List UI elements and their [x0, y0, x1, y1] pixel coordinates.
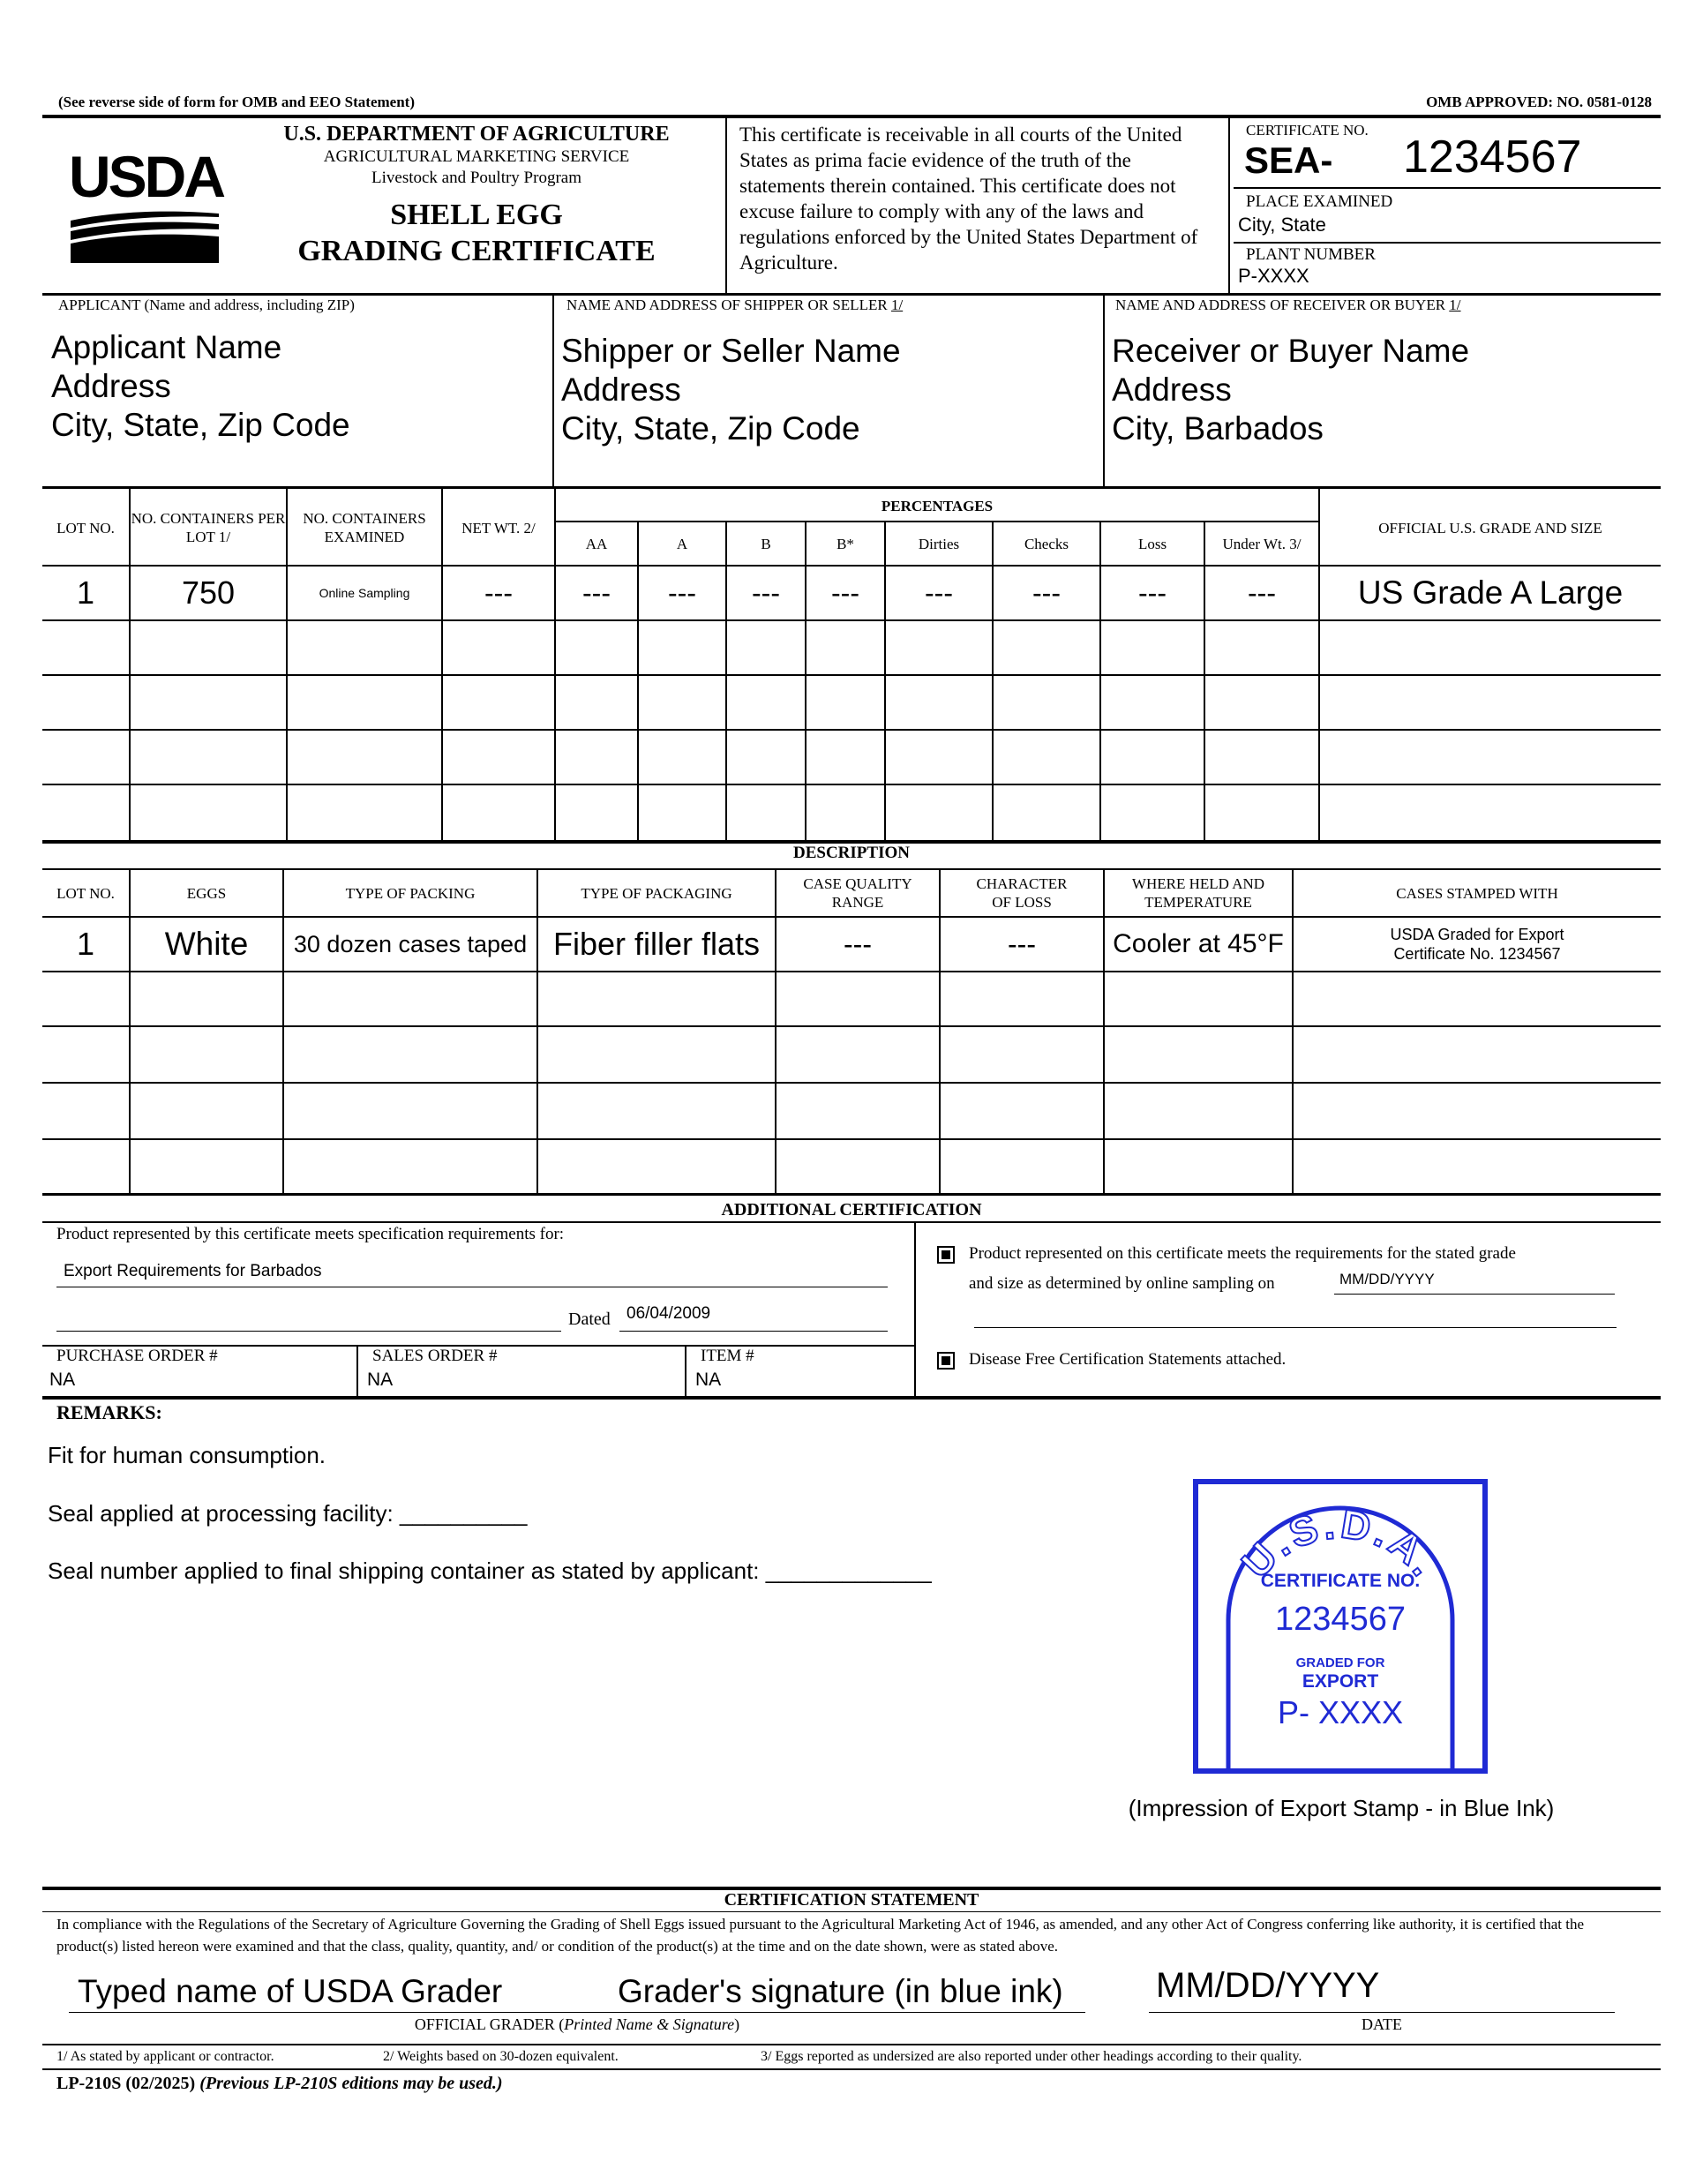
receiver-address[interactable]: Address	[1112, 372, 1232, 408]
desc-col-held: WHERE HELD AND TEMPERATURE	[1131, 875, 1265, 911]
item-label: ITEM #	[701, 1347, 754, 1365]
so-label: SALES ORDER #	[372, 1347, 498, 1365]
col-a: A	[676, 535, 688, 552]
col-containers-examined: NO. CONTAINERS EXAMINED	[303, 510, 426, 545]
certification-title: CERTIFICATION STATEMENT	[724, 1890, 979, 1910]
usda-logo-text: USDA	[69, 144, 224, 209]
plant-number-value[interactable]: P-XXXX	[1238, 265, 1309, 287]
desc-row1-stamped[interactable]	[1294, 918, 1661, 971]
po-value[interactable]: NA	[49, 1370, 76, 1390]
spec-value[interactable]: Export Requirements for Barbados	[64, 1262, 322, 1280]
export-stamp	[1193, 1479, 1488, 1774]
col-b: B	[761, 535, 771, 552]
row1-b-star[interactable]: ---	[831, 576, 859, 609]
grader-name[interactable]: Typed name of USDA Grader	[78, 1973, 503, 2009]
form-title-line2: GRADING CERTIFICATE	[297, 235, 656, 267]
receiver-block[interactable]	[1112, 332, 1469, 448]
cert-prefix: SEA-	[1244, 139, 1333, 181]
shipper-city[interactable]: City, State, Zip Code	[561, 410, 860, 447]
po-label: PURCHASE ORDER #	[56, 1347, 218, 1365]
col-under-weight: Under Wt. 3/	[1222, 535, 1302, 552]
program-name: Livestock and Poultry Program	[371, 169, 581, 187]
remarks-line1[interactable]: Fit for human consumption.	[48, 1442, 326, 1468]
desc-row1-packing[interactable]: 30 dozen cases taped	[293, 930, 528, 957]
remarks-label: REMARKS:	[56, 1401, 162, 1423]
certification-text: In compliance with the Regulations of the Secretary of Agriculture Governing the Grading of Shell Eggs issued pursuant to the Agricultural Marketing Act of 1946, as amended, and any other Act of Congress conferring like authority, it is certified that the product(s) listed hereon were examined and that the class, quality, quantity, and/ or condition of the product(s) at the time and on the date shown, were as stated above.	[56, 1916, 1585, 1955]
stamp-export: EXPORT	[1302, 1671, 1379, 1692]
stamped-line2: Certificate No. 1234567	[1393, 945, 1561, 963]
grader-signature[interactable]: Grader's signature (in blue ink)	[618, 1973, 1063, 2009]
dept-name: U.S. DEPARTMENT OF AGRICULTURE	[283, 123, 670, 146]
applicant-block[interactable]	[51, 328, 350, 445]
shipper-address[interactable]: Address	[561, 372, 681, 408]
additional-title: ADDITIONAL CERTIFICATION	[721, 1200, 982, 1220]
desc-col-character: CHARACTER OF LOSS	[976, 875, 1068, 911]
desc-col-eggs: EGGS	[186, 884, 227, 902]
stamp-graded-for: GRADED FOR	[1295, 1655, 1385, 1670]
check1-date[interactable]: MM/DD/YYYY	[1339, 1271, 1435, 1287]
row1-b[interactable]: ---	[752, 576, 780, 609]
usda-logo	[69, 144, 224, 263]
form-id: LP-210S (02/2025) (Previous LP-210S editions may be used.)	[56, 2074, 503, 2093]
place-examined-value[interactable]: City, State	[1238, 214, 1326, 236]
legal-statement: This certificate is receivable in all courts of the United States as prima facie evidence of the truth of the statements therein contained. This certificate does not excuse failure to comply with any of the laws and regulations enforced by the United States Department of Agriculture.	[739, 124, 1198, 274]
desc-row1-packaging[interactable]: Fiber filler flats	[552, 926, 761, 962]
form-title-line1: SHELL EGG	[390, 199, 563, 231]
dated-label: Dated	[568, 1310, 611, 1329]
cert-number[interactable]: 1234567	[1403, 131, 1582, 183]
item-value[interactable]: NA	[695, 1370, 722, 1390]
remarks-line3[interactable]: Seal number applied to final shipping container as stated by applicant: _____________	[48, 1557, 932, 1584]
desc-row1-eggs[interactable]: White	[164, 926, 249, 962]
check1-text-b: and size as determined by online sampling on	[969, 1274, 1275, 1293]
place-examined-label: PLACE EXAMINED	[1246, 192, 1393, 211]
col-loss: Loss	[1137, 535, 1167, 552]
check2-text: Disease Free Certification Statements attached.	[969, 1350, 1287, 1369]
desc-col-packaging: TYPE OF PACKAGING	[581, 884, 732, 902]
applicant-name[interactable]: Applicant Name	[51, 329, 282, 365]
desc-col-quality: CASE QUALITY RANGE	[803, 875, 912, 911]
row1-grade[interactable]: US Grade A Large	[1357, 574, 1624, 611]
service-name: AGRICULTURAL MARKETING SERVICE	[323, 147, 630, 166]
reverse-note: (See reverse side of form for OMB and EEO Statement)	[58, 94, 415, 110]
desc-row1-character[interactable]: ---	[1008, 927, 1036, 960]
col-aa: AA	[585, 535, 608, 552]
receiver-name[interactable]: Receiver or Buyer Name	[1112, 333, 1470, 369]
row1-examined[interactable]: Online Sampling	[319, 586, 410, 600]
omb-number: OMB APPROVED: NO. 0581-0128	[1426, 94, 1652, 110]
online-sampling-checkbox[interactable]	[937, 1246, 955, 1264]
desc-row1-quality[interactable]: ---	[844, 927, 872, 960]
row1-checks[interactable]: ---	[1032, 576, 1061, 609]
applicant-city[interactable]: City, State, Zip Code	[51, 407, 350, 443]
row1-loss[interactable]: ---	[1138, 576, 1167, 609]
desc-row1-lot[interactable]: 1	[76, 926, 95, 962]
dated-value[interactable]: 06/04/2009	[626, 1304, 711, 1323]
desc-col-stamped: CASES STAMPED WITH	[1396, 884, 1558, 902]
applicant-label: APPLICANT (Name and address, including ZIP)	[58, 296, 355, 313]
stamp-cert-label: CERTIFICATE NO.	[1260, 1571, 1421, 1591]
col-lot-no: LOT NO.	[56, 519, 115, 537]
date-label: DATE	[1362, 2015, 1402, 2033]
col-percentages: PERCENTAGES	[881, 497, 994, 514]
stamp-caption: (Impression of Export Stamp - in Blue Ink)	[1128, 1795, 1555, 1821]
grader-label: OFFICIAL GRADER (Printed Name & Signature)	[414, 2015, 740, 2033]
shipper-name[interactable]: Shipper or Seller Name	[561, 333, 901, 369]
row1-lot[interactable]: 1	[76, 574, 95, 611]
row1-under-weight[interactable]: ---	[1248, 576, 1276, 609]
col-b-star: B*	[836, 535, 854, 552]
shipper-block[interactable]	[561, 332, 901, 448]
receiver-label: NAME AND ADDRESS OF RECEIVER OR BUYER 1/	[1115, 296, 1461, 313]
receiver-city[interactable]: City, Barbados	[1112, 410, 1324, 447]
col-official-grade: OFFICIAL U.S. GRADE AND SIZE	[1378, 519, 1602, 537]
check1-text-a: Product represented on this certificate meets the requirements for the stated grade	[969, 1244, 1516, 1263]
footnote-3: 3/ Eggs reported as undersized are also reported under other headings according to their quality.	[761, 2049, 1302, 2064]
remarks-line2[interactable]: Seal applied at processing facility: __________	[48, 1500, 528, 1527]
footnote-2: 2/ Weights based on 30-dozen equivalent.	[383, 2049, 619, 2064]
footnote-1: 1/ As stated by applicant or contractor.	[56, 2049, 274, 2064]
applicant-address[interactable]: Address	[51, 368, 171, 404]
spec-label: Product represented by this certificate meets specification requirements for:	[56, 1225, 565, 1243]
description-title: DESCRIPTION	[793, 844, 910, 862]
stamp-plant: P- XXXX	[1277, 1694, 1404, 1730]
plant-number-label: PLANT NUMBER	[1246, 245, 1376, 264]
desc-col-lot: LOT NO.	[56, 884, 115, 902]
stamped-line1: USDA Graded for Export	[1390, 926, 1564, 943]
col-containers-per-lot: NO. CONTAINERS PER LOT 1/	[131, 510, 286, 545]
stamp-arc-text: U.S.D.A.	[1232, 1500, 1450, 1587]
col-net-weight: NET WT. 2/	[461, 519, 536, 537]
row1-containers[interactable]: 750	[181, 574, 236, 611]
col-dirties: Dirties	[918, 535, 960, 552]
shipper-label: NAME AND ADDRESS OF SHIPPER OR SELLER 1/	[566, 296, 904, 313]
desc-col-packing: TYPE OF PACKING	[345, 884, 476, 902]
certification-date[interactable]: MM/DD/YYYY	[1156, 1966, 1380, 2005]
usda-logo-hills-icon	[69, 205, 221, 266]
row1-dirties[interactable]: ---	[925, 576, 953, 609]
col-checks: Checks	[1024, 535, 1069, 552]
cert-no-label: CERTIFICATE NO.	[1246, 122, 1369, 139]
row1-a[interactable]: ---	[668, 576, 696, 609]
desc-row1-held[interactable]: Cooler at 45°F	[1113, 929, 1284, 958]
so-value[interactable]: NA	[367, 1370, 394, 1390]
row1-netwt[interactable]: ---	[484, 576, 513, 609]
disease-free-checkbox[interactable]	[937, 1352, 955, 1370]
row1-aa[interactable]: ---	[582, 576, 611, 609]
stamp-number: 1234567	[1275, 1601, 1406, 1638]
